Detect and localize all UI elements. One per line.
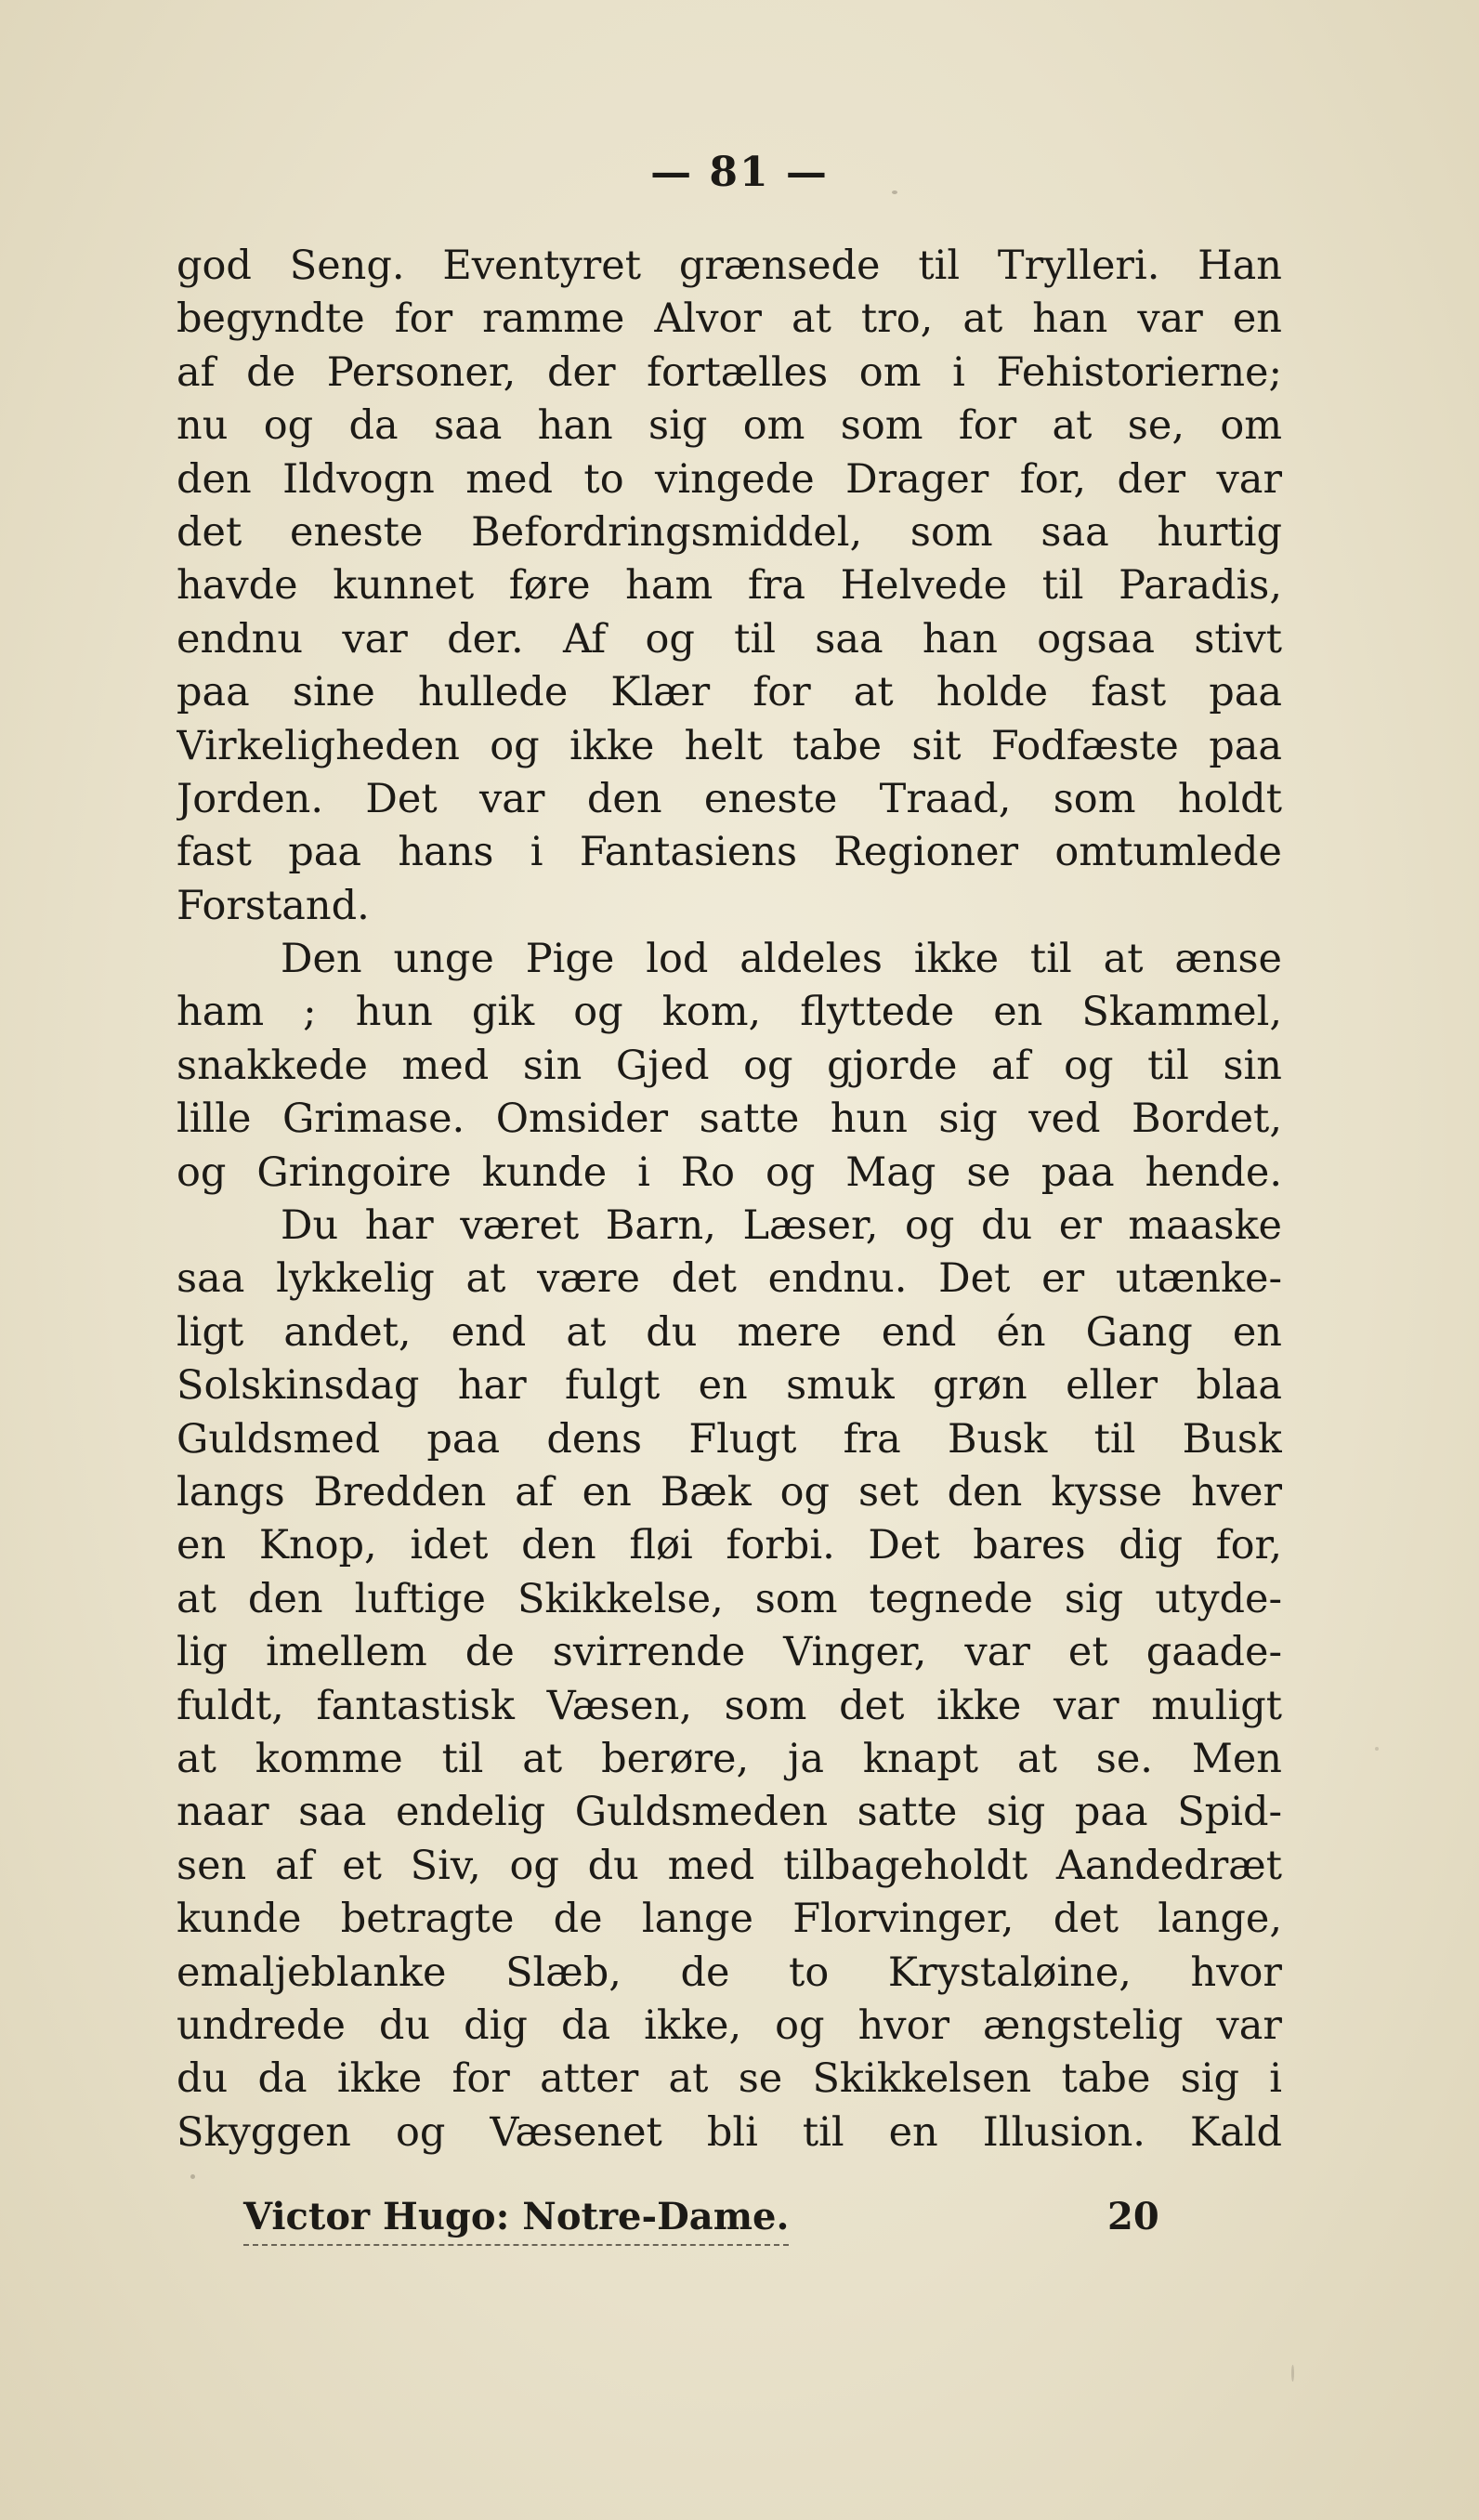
text-line: Virkeligheden og ikke helt tabe sit Fodfæste paa bbox=[177, 722, 1282, 769]
paper-speck bbox=[1375, 1747, 1379, 1751]
text-line: og Gringoire kunde i Ro og Mag se paa hende. bbox=[177, 1148, 1282, 1196]
text-line: ligt andet, end at du mere end én Gang en bbox=[177, 1308, 1282, 1356]
text-line: det eneste Befordringsmiddel, som saa hurtig bbox=[177, 508, 1282, 556]
text-line: Du har været Barn, Læser, og du er maaske bbox=[281, 1202, 1282, 1250]
text-line: ham ; hun gik og kom, flyttede en Skammel, bbox=[177, 989, 1282, 1036]
text-line: lille Grimase. Omsider satte hun sig ved Bordet, bbox=[177, 1096, 1282, 1143]
sheet-number: 20 bbox=[1107, 2195, 1159, 2238]
text-line: at komme til at berøre, ja knapt at se. Men bbox=[177, 1735, 1282, 1782]
text-line: Solskinsdag har fulgt en smuk grøn eller blaa bbox=[177, 1362, 1282, 1410]
text-line: kunde betragte de lange Florvinger, det lange, bbox=[177, 1896, 1282, 1943]
text-line: fuldt, fantastisk Væsen, som det ikke var muligt bbox=[177, 1682, 1282, 1729]
book-signature: Victor Hugo: Notre-Dame. bbox=[243, 2195, 789, 2246]
paper-speck bbox=[892, 190, 897, 194]
text-line: Forstand. bbox=[177, 882, 370, 929]
text-line: lig imellem de svirrende Vinger, var et gaade- bbox=[177, 1629, 1282, 1676]
signature-line bbox=[243, 2195, 1172, 2251]
text-line: Guldsmed paa dens Flugt fra Busk til Busk bbox=[177, 1415, 1282, 1463]
paper-speck bbox=[1291, 2365, 1294, 2382]
text-line: sen af et Siv, og du med tilbageholdt Aandedræt bbox=[177, 1842, 1282, 1889]
text-line: saa lykkelig at være det endnu. Det er utænke- bbox=[177, 1255, 1282, 1303]
text-line: paa sine hullede Klær for at holde fast paa bbox=[177, 669, 1282, 716]
text-line: endnu var der. Af og til saa han ogsaa stivt bbox=[177, 615, 1282, 663]
paper-speck bbox=[190, 2174, 195, 2179]
text-line: snakkede med sin Gjed og gjorde af og til sin bbox=[177, 1042, 1282, 1089]
text-line: naar saa endelig Guldsmeden satte sig paa Spid- bbox=[177, 1789, 1282, 1836]
text-line: undrede du dig da ikke, og hvor ængstelig var bbox=[177, 2002, 1282, 2049]
text-line: emaljeblanke Slæb, de to Krystaløine, hvor bbox=[177, 1949, 1282, 1996]
text-line: begyndte for ramme Alvor at tro, at han var en bbox=[177, 295, 1282, 343]
body-text bbox=[177, 240, 1282, 2159]
text-line: Jorden. Det var den eneste Traad, som holdt bbox=[177, 775, 1282, 822]
text-line: du da ikke for atter at se Skikkelsen tabe sig i bbox=[177, 2055, 1282, 2103]
text-line: nu og da saa han sig om som for at se, om bbox=[177, 402, 1282, 450]
text-line: fast paa hans i Fantasiens Regioner omtumlede bbox=[177, 829, 1282, 876]
text-line: havde kunnet føre ham fra Helvede til Paradis, bbox=[177, 562, 1282, 610]
text-line: af de Personer, der fortælles om i Fehistorierne; bbox=[177, 348, 1282, 396]
text-line: god Seng. Eventyret grænsede til Trylleri. Han bbox=[177, 243, 1282, 289]
text-line: den Ildvogn med to vingede Drager for, der var bbox=[177, 455, 1282, 503]
page-number: — 81 — bbox=[650, 149, 829, 196]
text-line: Den unge Pige lod aldeles ikke til at ænse bbox=[281, 936, 1282, 983]
text-line: Skyggen og Væsenet bli til en Illusion. Kald bbox=[177, 2108, 1282, 2156]
text-line: en Knop, idet den fløi forbi. Det bares dig for, bbox=[177, 1522, 1282, 1569]
text-line: at den luftige Skikkelse, som tegnede sig utyde- bbox=[177, 1575, 1282, 1622]
text-line: langs Bredden af en Bæk og set den kysse hver bbox=[177, 1468, 1282, 1516]
